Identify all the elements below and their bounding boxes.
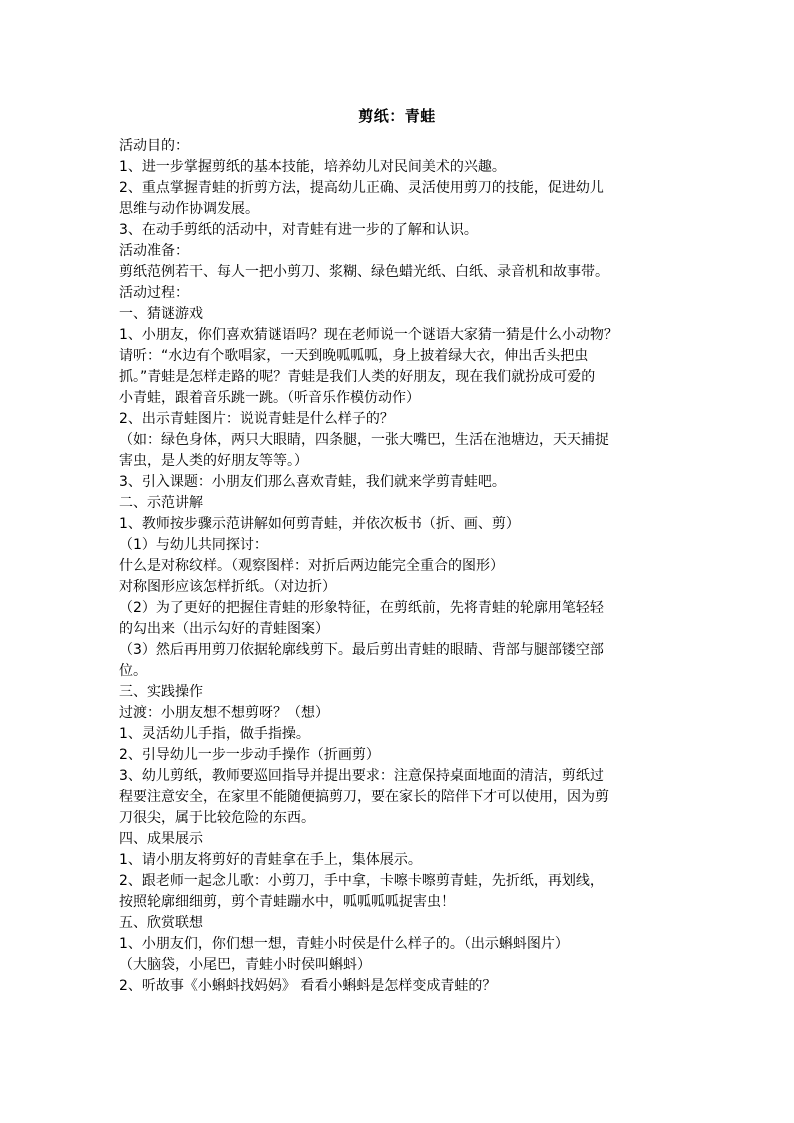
- text-line: （大脑袋，小尾巴，青蛙小时侯叫蝌蚪）: [119, 957, 371, 973]
- text-line: 活动过程：: [119, 285, 189, 301]
- text-line: 2、跟老师一起念儿歌：小剪刀，手中拿，卡嚓卡嚓剪青蛙，先折纸，再划线，: [119, 873, 604, 889]
- text-line: 对称图形应该怎样折纸。（对边折）: [119, 579, 336, 595]
- text-line: （2）为了更好的把握住青蛙的形象特征，在剪纸前，先将青蛙的轮廓用笔轻轻: [119, 600, 604, 616]
- text-line: （3）然后再用剪刀依据轮廓线剪下。最后剪出青蛙的眼睛、背部与腿部镂空部: [119, 642, 604, 658]
- text-line: 程要注意安全，在家里不能随便搞剪刀，要在家长的陪伴下才可以使用，因为剪: [119, 789, 609, 805]
- text-line: 五、欣赏联想: [119, 915, 203, 931]
- text-line: 2、引导幼儿一步一步动手操作（折画剪）: [119, 747, 380, 763]
- text-line: 活动准备：: [119, 243, 189, 259]
- text-line: 1、进一步掌握剪纸的基本技能，培养幼儿对民间美术的兴趣。: [119, 159, 506, 175]
- text-line: 2、听故事《小蝌蚪找妈妈》 看看小蝌蚪是怎样变成青蛙的？: [119, 978, 497, 994]
- text-line: 2、重点掌握青蛙的折剪方法，提高幼儿正确、灵活使用剪刀的技能，促进幼儿: [119, 180, 604, 196]
- text-line: 过渡：小朋友想不想剪呀？（想）: [119, 705, 329, 721]
- text-line: 一、猜谜游戏: [119, 306, 203, 322]
- text-line: 三、实践操作: [119, 684, 203, 700]
- text-line: 害虫，是人类的好朋友等等。）: [119, 453, 308, 469]
- text-line: 3、在动手剪纸的活动中，对青蛙有进一步的了解和认识。: [119, 222, 478, 238]
- text-line: 1、教师按步骤示范讲解如何剪青蛙，并依次板书（折、画、剪）: [119, 516, 520, 532]
- text-line: 2、出示青蛙图片：说说青蛙是什么样子的？: [119, 411, 394, 427]
- text-line: 刀很尖，属于比较危险的东西。: [119, 810, 315, 826]
- text-line: 请听：“水边有个歌唱家，一天到晚呱呱呱，身上披着绿大衣，伸出舌头把虫: [119, 348, 589, 364]
- text-line: 3、引入课题：小朋友们那么喜欢青蛙，我们就来学剪青蛙吧。: [119, 474, 506, 490]
- text-line: 小青蛙，跟着音乐跳一跳。（听音乐作模仿动作）: [119, 390, 420, 406]
- document-body: [119, 136, 679, 997]
- text-line: 1、小朋友，你们喜欢猜谜语吗？现在老师说一个谜语大家猜一猜是什么小动物？: [119, 327, 618, 343]
- text-line: 1、请小朋友将剪好的青蛙拿在手上，集体展示。: [119, 852, 422, 868]
- text-line: 抓。”青蛙是怎样走路的呢？青蛙是我们人类的好朋友，现在我们就扮成可爱的: [119, 369, 596, 385]
- text-line: 3、幼儿剪纸，教师要巡回指导并提出要求：注意保持桌面地面的清洁，剪纸过: [119, 768, 604, 784]
- text-line: 的勾出来（出示勾好的青蛙图案）: [119, 621, 329, 637]
- text-line: 二、示范讲解: [119, 495, 203, 511]
- text-line: 四、成果展示: [119, 831, 203, 847]
- page-title: 剪纸：青蛙: [358, 107, 436, 125]
- text-line: 剪纸范例若干、每人一把小剪刀、浆糊、绿色蜡光纸、白纸、录音机和故事带。: [119, 264, 609, 280]
- text-line: 活动目的：: [119, 138, 189, 154]
- text-line: （1）与幼儿共同探讨：: [119, 537, 268, 553]
- text-line: 什么是对称纹样。（观察图样：对折后两边能完全重合的图形）: [119, 558, 504, 574]
- text-line: 思维与动作协调发展。: [119, 201, 259, 217]
- text-line: 1、小朋友们，你们想一想，青蛙小时侯是什么样子的。（出示蝌蚪图片）: [119, 936, 569, 952]
- text-line: 位。: [119, 663, 147, 679]
- text-line: 1、灵活幼儿手指，做手指操。: [119, 726, 310, 742]
- text-line: （如：绿色身体，两只大眼睛，四条腿，一张大嘴巴，生活在池塘边，天天捕捉: [119, 432, 609, 448]
- text-line: 按照轮廓细细剪，剪个青蛙蹦水中，呱呱呱呱捉害虫！: [119, 894, 455, 910]
